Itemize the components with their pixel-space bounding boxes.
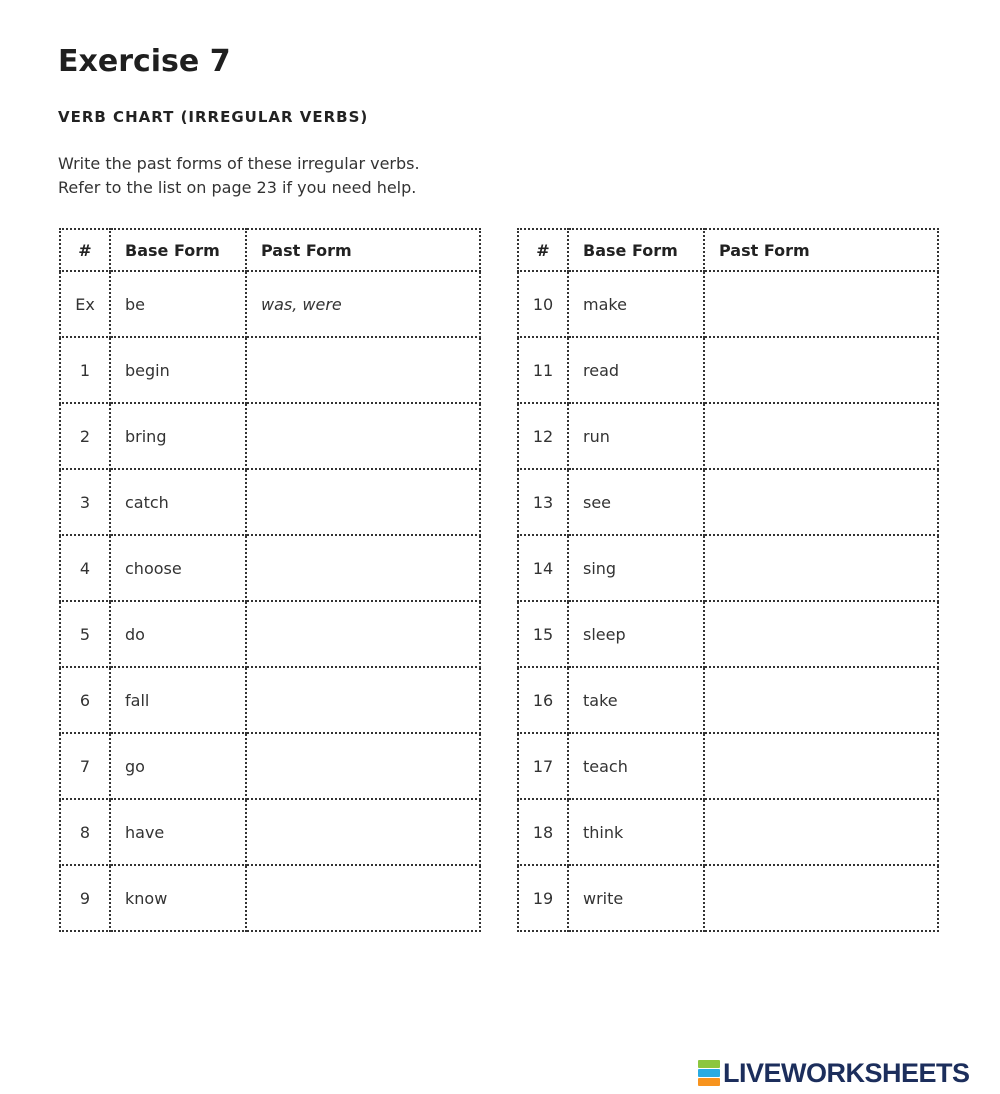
row-number: 17 <box>518 733 568 799</box>
base-form-cell: sleep <box>568 601 704 667</box>
verb-table-right <box>517 228 939 932</box>
past-form-answer-field[interactable] <box>246 601 480 667</box>
table-row <box>60 403 480 469</box>
table-row <box>60 535 480 601</box>
table-row <box>60 667 480 733</box>
past-form-answer-field[interactable] <box>246 733 480 799</box>
past-form-answer-field[interactable] <box>704 271 938 337</box>
table-row <box>60 469 480 535</box>
row-number: 6 <box>60 667 110 733</box>
base-form-cell: teach <box>568 733 704 799</box>
row-number: 14 <box>518 535 568 601</box>
liveworksheets-logo <box>698 1058 970 1088</box>
past-form-answer-field[interactable] <box>246 469 480 535</box>
past-form-answer-field[interactable] <box>246 337 480 403</box>
base-form-cell: know <box>110 865 246 931</box>
past-form-answer-field[interactable] <box>246 403 480 469</box>
table-row <box>518 469 938 535</box>
row-number: 12 <box>518 403 568 469</box>
table-header-row <box>518 229 938 271</box>
table-row <box>60 733 480 799</box>
table-row <box>60 337 480 403</box>
past-form-answer-field[interactable] <box>704 535 938 601</box>
logo-block-green <box>698 1060 720 1068</box>
table-row <box>518 865 938 931</box>
header-base-form: Base Form <box>568 229 704 271</box>
base-form-cell: choose <box>110 535 246 601</box>
base-form-cell: read <box>568 337 704 403</box>
header-number: # <box>60 229 110 271</box>
verb-table-left <box>59 228 481 932</box>
base-form-cell: make <box>568 271 704 337</box>
base-form-cell: think <box>568 799 704 865</box>
table-row <box>518 601 938 667</box>
past-form-answer-field[interactable] <box>246 865 480 931</box>
verb-table-right-body <box>518 271 938 931</box>
row-number: 16 <box>518 667 568 733</box>
base-form-cell: see <box>568 469 704 535</box>
row-number: 2 <box>60 403 110 469</box>
verb-table-left-body <box>60 271 480 931</box>
page-title: Exercise 7 <box>58 44 231 79</box>
past-form-answer-field[interactable] <box>704 403 938 469</box>
table-row <box>60 865 480 931</box>
row-number: 1 <box>60 337 110 403</box>
base-form-cell: bring <box>110 403 246 469</box>
table-row <box>518 733 938 799</box>
base-form-cell: run <box>568 403 704 469</box>
section-subtitle: VERB CHART (IRREGULAR VERBS) <box>58 108 369 126</box>
base-form-cell: have <box>110 799 246 865</box>
table-row <box>518 535 938 601</box>
header-base-form: Base Form <box>110 229 246 271</box>
table-header-row <box>60 229 480 271</box>
row-number: 5 <box>60 601 110 667</box>
row-number: 15 <box>518 601 568 667</box>
past-form-answer-field[interactable] <box>704 865 938 931</box>
row-number: 11 <box>518 337 568 403</box>
base-form-cell: be <box>110 271 246 337</box>
table-row <box>60 799 480 865</box>
header-past-form: Past Form <box>246 229 480 271</box>
table-row <box>518 667 938 733</box>
row-number: 8 <box>60 799 110 865</box>
base-form-cell: begin <box>110 337 246 403</box>
table-row <box>60 601 480 667</box>
row-number: 18 <box>518 799 568 865</box>
past-form-answer-field[interactable] <box>246 535 480 601</box>
logo-text: LIVEWORKSHEETS <box>723 1057 970 1088</box>
row-number: 19 <box>518 865 568 931</box>
base-form-cell: catch <box>110 469 246 535</box>
row-number: 9 <box>60 865 110 931</box>
row-number: 4 <box>60 535 110 601</box>
row-number: 13 <box>518 469 568 535</box>
logo-block-blue <box>698 1069 720 1077</box>
past-form-answer-field[interactable] <box>704 733 938 799</box>
table-row <box>60 271 480 337</box>
table-row <box>518 271 938 337</box>
row-number: Ex <box>60 271 110 337</box>
past-form-answer-field[interactable] <box>704 469 938 535</box>
instruction-line: Write the past forms of these irregular verbs. <box>58 154 420 173</box>
table-row <box>518 403 938 469</box>
past-form-answer-field[interactable] <box>704 667 938 733</box>
instruction-line: Refer to the list on page 23 if you need help. <box>58 178 417 197</box>
past-form-answer-field[interactable] <box>246 271 480 337</box>
base-form-cell: go <box>110 733 246 799</box>
past-form-answer-field[interactable] <box>704 601 938 667</box>
logo-block-orange <box>698 1078 720 1086</box>
base-form-cell: fall <box>110 667 246 733</box>
header-number: # <box>518 229 568 271</box>
base-form-cell: do <box>110 601 246 667</box>
instructions <box>58 152 420 200</box>
past-form-answer-field[interactable] <box>704 337 938 403</box>
base-form-cell: sing <box>568 535 704 601</box>
table-row <box>518 799 938 865</box>
base-form-cell: take <box>568 667 704 733</box>
table-row <box>518 337 938 403</box>
past-form-answer-text: was, were <box>261 294 342 314</box>
row-number: 3 <box>60 469 110 535</box>
header-past-form: Past Form <box>704 229 938 271</box>
base-form-cell: write <box>568 865 704 931</box>
row-number: 10 <box>518 271 568 337</box>
row-number: 7 <box>60 733 110 799</box>
past-form-answer-field[interactable] <box>246 799 480 865</box>
past-form-answer-field[interactable] <box>704 799 938 865</box>
past-form-answer-field[interactable] <box>246 667 480 733</box>
liveworksheets-mark-icon <box>698 1060 720 1086</box>
